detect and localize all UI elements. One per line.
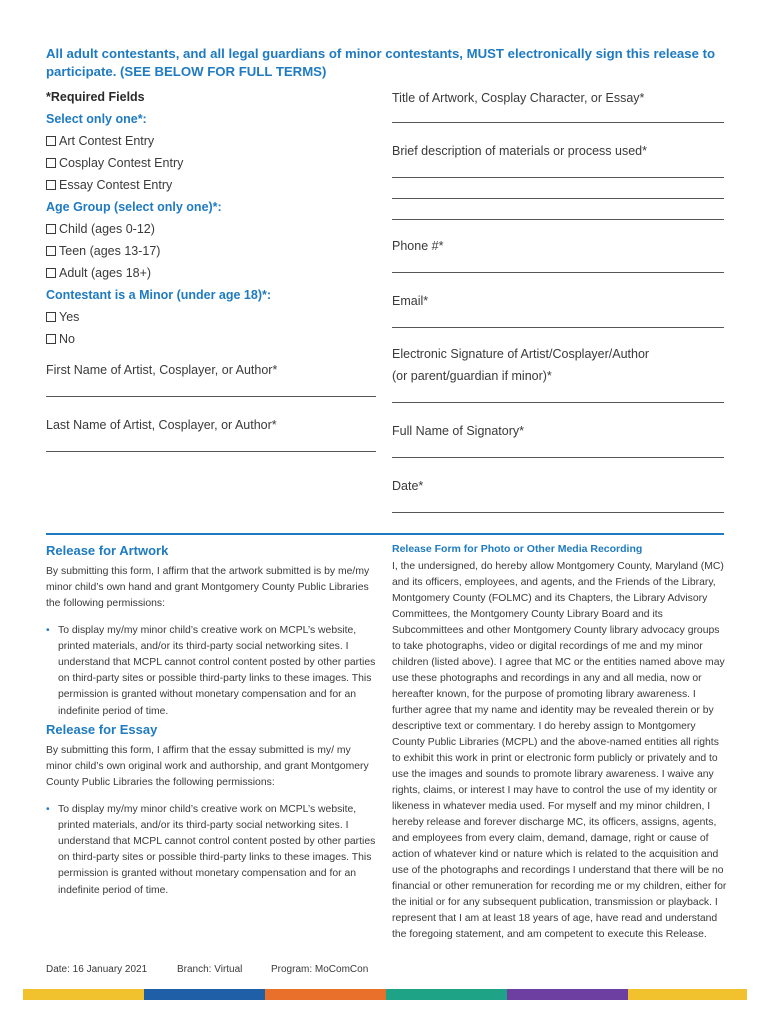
checkbox-adult[interactable] [46,268,56,278]
color-bar-segment [265,989,386,1000]
date-field[interactable] [392,512,724,513]
contact-fields [392,88,724,513]
last-name-field[interactable] [46,451,376,452]
entry-option-essay[interactable]: Essay Contest Entry [46,174,386,196]
release-notice: All adult contestants, and all legal guardians of minor contestants, MUST electronically sign this release to participate. (SEE BELOW FOR FULL TERMS) [46,46,716,79]
signature-label: Electronic Signature of Artist/Cosplayer/Author [392,347,650,361]
title-label: Title of Artwork, Cosplay Character, or Essay* [392,91,645,105]
artwork-release-title: Release for Artwork [46,543,169,558]
entry-option-cosplay[interactable]: Cosplay Contest Entry [46,152,386,174]
media-release-title: Release Form for Photo or Other Media Recording [392,543,643,555]
entry-option-art[interactable]: Art Contest Entry [46,130,386,152]
checkbox-art[interactable] [46,136,56,146]
checkbox-child[interactable] [46,224,56,234]
first-name-label: First Name of Artist, Cosplayer, or Author* [46,363,278,377]
checkbox-essay[interactable] [46,180,56,190]
email-field[interactable] [392,327,724,328]
required-fields-note: *Required Fields [46,90,145,104]
checkbox-no[interactable] [46,334,56,344]
last-name-label: Last Name of Artist, Cosplayer, or Author* [46,418,277,432]
artwork-release-intro: By submitting this form, I affirm that the artwork submitted is by me/my minor child’s own hand and grant Montgomery County Public Libraries the following permissions: [46,566,370,610]
section-divider [46,533,724,535]
description-field-3[interactable] [392,219,724,220]
color-bar-segment [23,989,144,1000]
age-option-adult[interactable]: Adult (ages 18+) [46,262,386,284]
bullet-icon: • [46,803,50,815]
bullet-icon: • [46,624,50,636]
minor-heading: Contestant is a Minor (under age 18)*: [46,288,272,302]
essay-release-intro: By submitting this form, I affirm that the essay submitted is my/ my minor child’s own original work and authorship, and grant Montgomery County Public Libraries the following permissions: [46,745,369,789]
essay-release-title: Release for Essay [46,722,158,737]
phone-field[interactable] [392,272,724,273]
age-group-heading: Age Group (select only one)*: [46,200,222,214]
footer-date: Date: 16 January 2021 [46,964,148,975]
entry-options [46,86,386,452]
artwork-release [46,543,376,720]
color-bar [23,989,747,1000]
media-release-body: I, the undersigned, do hereby allow Montgomery County, Maryland (MC) and its officers, employees, and agents, and the Friends of the Library, Montgomery County (FOLMC) and its Chapters, the Library Advisory Committees, the Montgomery County Library Board and its Subcommittees and other Montgomery County library advocacy groups to take photographs, video or digital recordings of me and my minor children (listed above). I agree that MC or the entities named above may use these photographs and recordings in any and all media, now or hereafter known, for the purpose of promoting library awareness. I further agree that my name and identity may be revealed therein or by descriptive text or commentary. I do hereby assign to Montgomery County Public Libraries (MCPL) and the above-named entities all rights to exhibit this work in print or electronic form publicly or privately and to use the images and sounds to promote library awareness. I waive any rights, claims, or interest I may have to control the use of my identity or likeness in whatever media used. For myself and my minor children, I hereby release and forever discharge MC, its officers, assigns, agents, and employees from every claim, demand, damage, right or cause of action of whatever kind or nature which is related to the acquisition and use of the photographs and recordings I understand that there will be no financial or other remuneration for recording me or my children, either for the initial or for any subsequent publication, transmission or playback. I represent that I am at least 18 years of age, have read and understand the foregoing statement, and am competent to execute this Release. [392,561,727,940]
phone-label: Phone #* [392,239,444,253]
email-label: Email* [392,294,429,308]
title-field[interactable] [392,122,724,123]
footer-branch: Branch: Virtual [177,964,243,975]
media-release [392,543,727,943]
signature-sublabel: (or parent/guardian if minor)* [392,369,552,383]
artwork-release-bullet: • To display my/my minor child’s creative work on MCPL’s website, printed materials, and/or its third-party social networking sites. I understand that MCPL cannot control content posted by other parties on third-party sites or possible third-party links to these images. This permission is granted without monetary compensation and for an indefinite period of time. [46,624,376,717]
select-one-heading: Select only one*: [46,112,147,126]
age-option-teen[interactable]: Teen (ages 13-17) [46,240,386,262]
color-bar-segment [386,989,507,1000]
description-label: Brief description of materials or process used* [392,144,647,158]
minor-option-no[interactable]: No [46,328,386,350]
color-bar-segment [628,989,747,1000]
checkbox-cosplay[interactable] [46,158,56,168]
essay-release-bullet: • To display my/my minor child’s creative work on MCPL’s website, printed materials, and/or its third-party social networking sites. I understand that MCPL cannot control content posted by other parties on third-party sites or possible third-party links to these images. This permission is granted without monetary compensation and for an indefinite period of time. [46,803,376,896]
checkbox-teen[interactable] [46,246,56,256]
description-field-1[interactable] [392,177,724,178]
first-name-field[interactable] [46,396,376,397]
description-field-2[interactable] [392,198,724,199]
date-label: Date* [392,479,424,493]
footer-program: Program: MoComCon [271,964,369,975]
full-name-field[interactable] [392,457,724,458]
color-bar-segment [144,989,265,1000]
signature-field[interactable] [392,402,724,403]
essay-release [46,722,376,899]
full-name-label: Full Name of Signatory* [392,424,525,438]
checkbox-yes[interactable] [46,312,56,322]
minor-option-yes[interactable]: Yes [46,306,386,328]
color-bar-segment [507,989,628,1000]
age-option-child[interactable]: Child (ages 0-12) [46,218,386,240]
